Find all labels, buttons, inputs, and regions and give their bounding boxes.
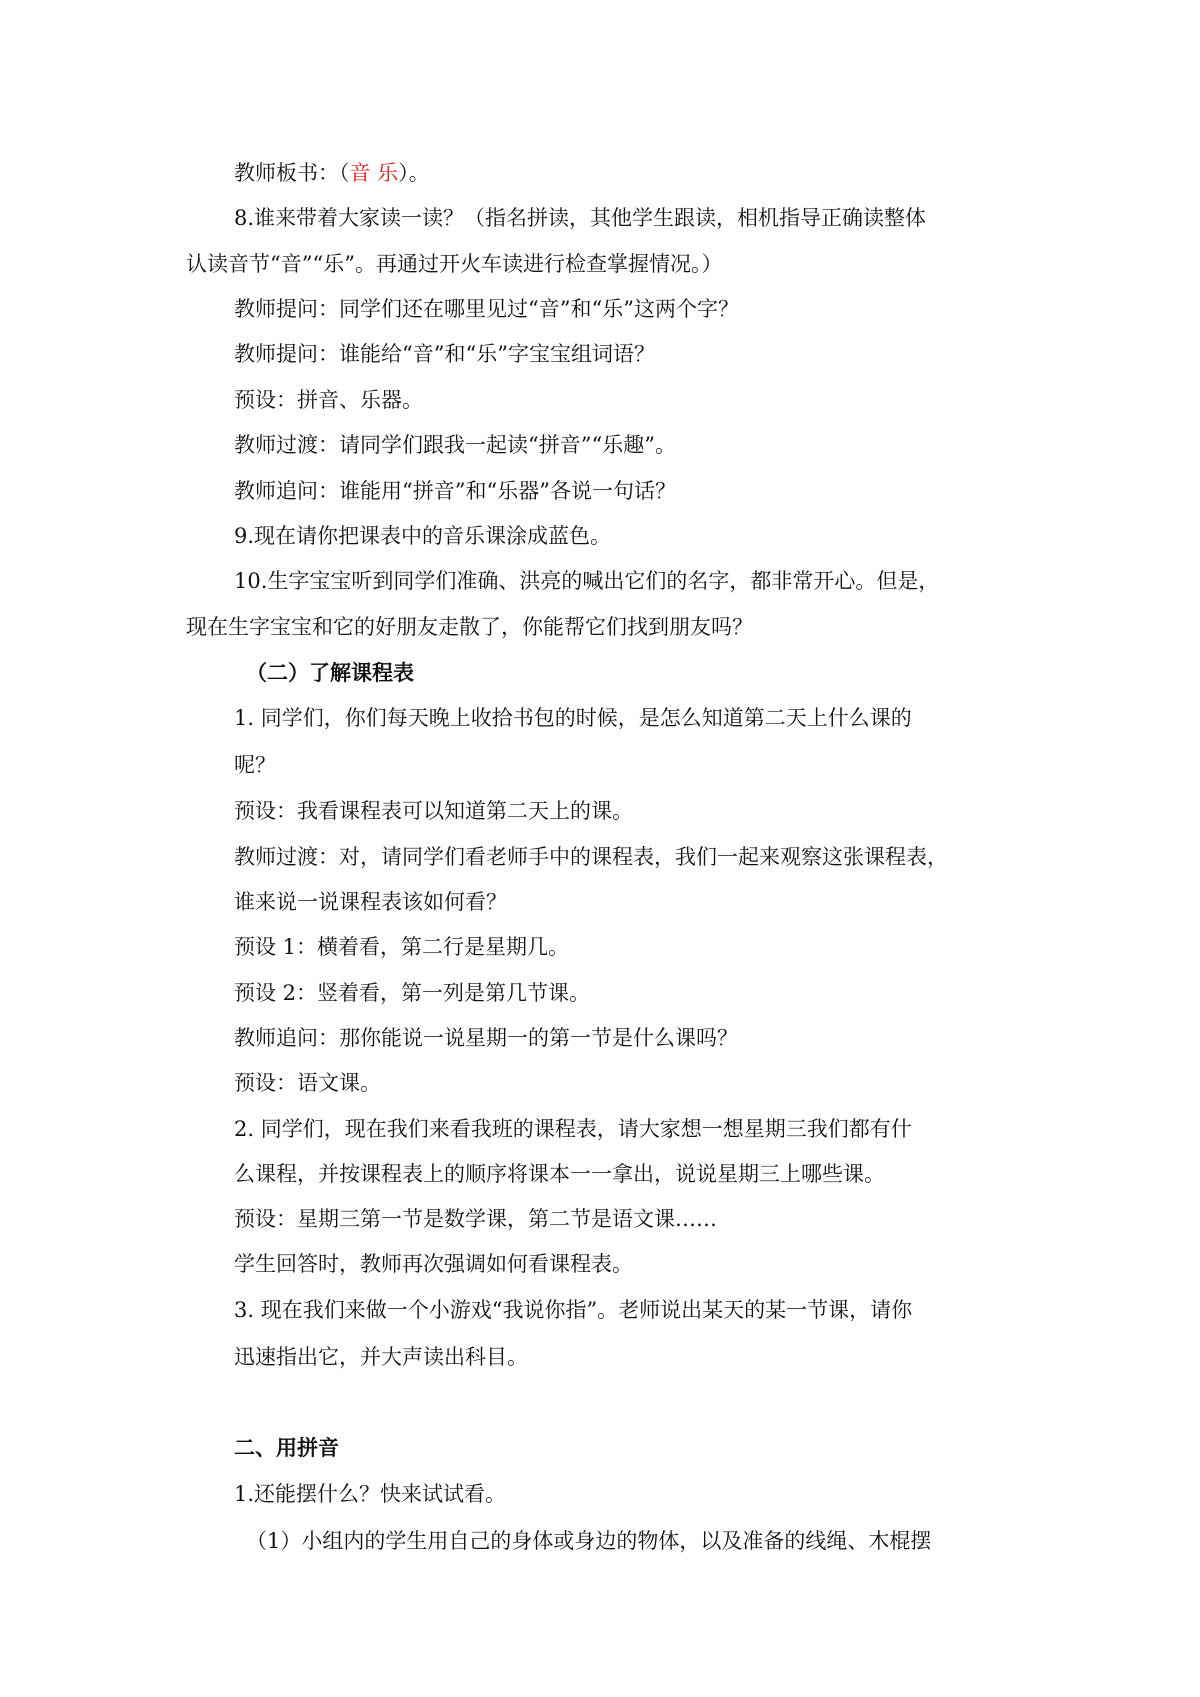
text-segment: ）。	[398, 161, 430, 185]
paragraph-line: 学生回答时，教师再次强调如何看课程表。	[234, 1252, 633, 1276]
paragraph-line: （1）小组内的学生用自己的身体或身边的物体，以及准备的线绳、木棍摆	[246, 1529, 932, 1553]
paragraph-line: 教师追问：谁能用“拼音”和“乐器”各说一句话？	[234, 479, 676, 503]
paragraph-line: 预设 1：横着看，第二行是星期几。	[234, 935, 570, 959]
paragraph-line: 迅速指出它，并大声读出科目。	[234, 1345, 528, 1369]
paragraph-line: 9.现在请你把课表中的音乐课涂成蓝色。	[234, 524, 612, 548]
paragraph-line: 8.谁来带着大家读一读？（指名拼读，其他学生跟读，相机指导正确读整体	[234, 206, 927, 230]
paragraph-line: 教师过渡：请同学们跟我一起读“拼音”“乐趣”。	[234, 433, 676, 457]
section-heading: （二）了解课程表	[246, 660, 414, 685]
paragraph-line: 2. 同学们，现在我们来看我班的课程表，请大家想一想星期三我们都有什	[234, 1117, 912, 1141]
paragraph-line: 预设：拼音、乐器。	[234, 388, 423, 412]
paragraph-line: 教师追问：那你能说一说星期一的第一节是什么课吗？	[234, 1026, 738, 1050]
paragraph-line: 教师提问：同学们还在哪里见过“音”和“乐”这两个字？	[234, 297, 739, 321]
board-writing-line	[234, 159, 430, 187]
text-segment: 教师板书：（	[234, 161, 350, 185]
paragraph-line: 预设：我看课程表可以知道第二天上的课。	[234, 799, 633, 823]
paragraph-line: 1. 同学们，你们每天晚上收拾书包的时候，是怎么知道第二天上什么课的	[234, 706, 912, 730]
paragraph-line: 谁来说一说课程表该如何看？	[234, 890, 507, 914]
section-heading: 二、用拼音	[234, 1435, 339, 1460]
paragraph-line: 预设 2：竖着看，第一列是第几节课。	[234, 981, 591, 1005]
paragraph-line: 么课程，并按课程表上的顺序将课本一一拿出，说说星期三上哪些课。	[234, 1162, 885, 1186]
paragraph-line: 3. 现在我们来做一个小游戏“我说你指”。老师说出某天的某一节课，请你	[234, 1298, 913, 1322]
paragraph-line: 现在生字宝宝和它的好朋友走散了，你能帮它们找到朋友吗？	[186, 615, 753, 639]
paragraph-line: 10.生字宝宝听到同学们准确、洪亮的喊出它们的名字，都非常开心。但是，	[234, 569, 940, 593]
paragraph-line: 预设：语文课。	[234, 1071, 381, 1095]
paragraph-line: 认读音节“音”“乐”。再通过开火车读进行检查掌握情况。）	[186, 252, 723, 276]
paragraph-line: 教师提问：谁能给“音”和“乐”字宝宝组词语？	[234, 342, 655, 366]
paragraph-line: 1.还能摆什么？快来试试看。	[234, 1482, 507, 1506]
paragraph-line: 预设：星期三第一节是数学课，第二节是语文课……	[234, 1207, 717, 1231]
highlighted-characters: 音 乐	[349, 161, 399, 185]
paragraph-line: 教师过渡：对，请同学们看老师手中的课程表，我们一起来观察这张课程表，	[234, 845, 948, 869]
paragraph-line: 呢？	[234, 753, 276, 777]
